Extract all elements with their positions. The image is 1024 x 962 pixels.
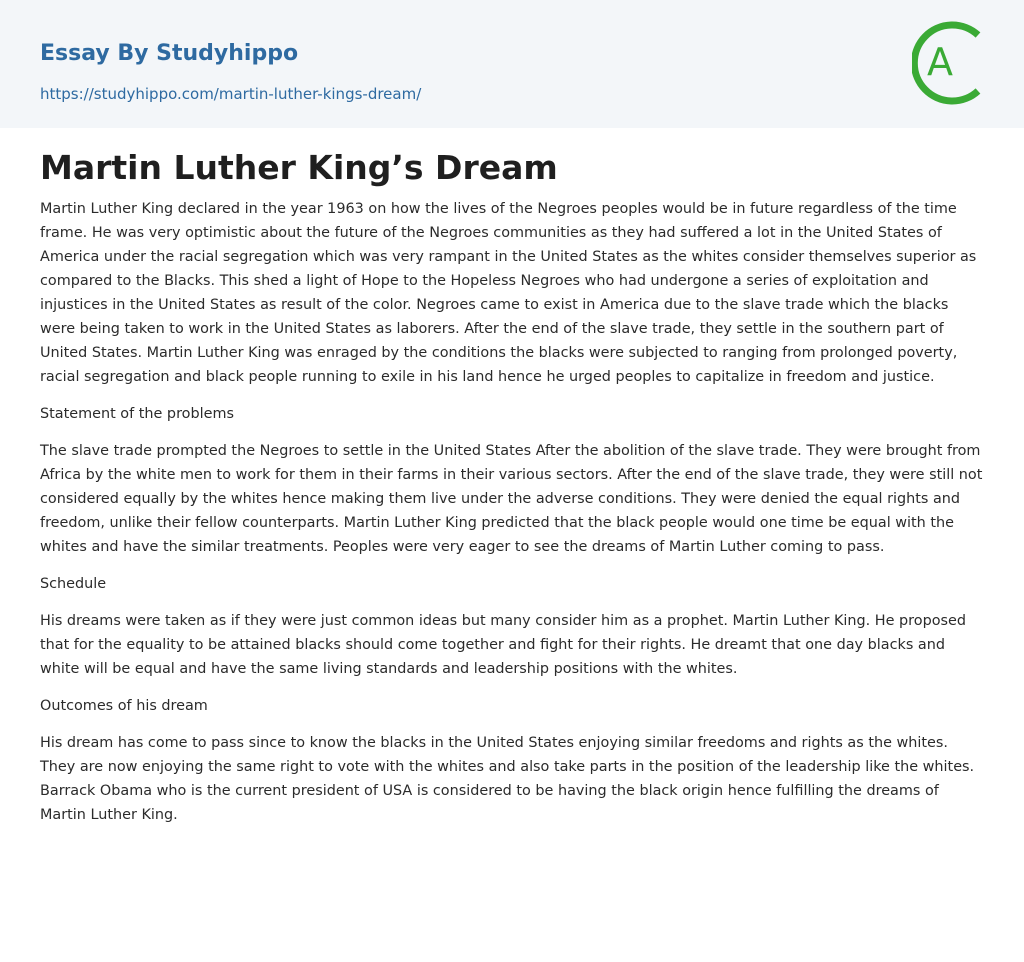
section-paragraph-schedule: His dreams were taken as if they were just common ideas but many consider him as a prophet. Martin Luther King. He proposed that for the equality to be attained blacks should come together and fight for their rights. He dreamt that one day blacks and white will be equal and have the same living standards and leadership positions with the whites. xyxy=(40,613,967,677)
section-heading-schedule: Schedule xyxy=(40,576,107,592)
essay-url-link[interactable]: https://studyhippo.com/martin-luther-kings-dream/ xyxy=(40,85,422,103)
essay-intro-paragraph: Martin Luther King declared in the year 1963 on how the lives of the Negroes peoples would be in future regardless of the time frame. He was very optimistic about the future of the Negroes communities as they had suffered a lot in the United States of America under the racial segregation which was very rampant in the United States as the whites consider themselves superior as compared to the Blacks. This shed a light of Hope to the Hopeless Negroes who had undergone a series of exploitation and injustices in the United States as result of the color. Negroes came to exist in America due to the slave trade which the blacks were being taken to work in the United States as laborers. After the end of the slave trade, they settle in the southern part of United States. Martin Luther King was enraged by the conditions the blacks were subjected to ranging from prolonged poverty, racial segregation and black people running to exile in his land hence he urged peoples to capitalize in freedom and justice. xyxy=(40,201,977,385)
section-heading-outcomes: Outcomes of his dream xyxy=(40,698,208,714)
site-brand[interactable]: Essay By Studyhippo xyxy=(40,41,299,66)
section-heading-problems: Statement of the problems xyxy=(40,406,234,422)
essay-content xyxy=(40,144,985,827)
section-paragraph-outcomes: His dream has come to pass since to know the blacks in the United States enjoying similar freedoms and rights as the whites. They are now enjoying the same right to vote with the whites and also take parts in the position of the leadership like the whites. Barrack Obama who is the current president of USA is considered to be having the black origin hence fulfilling the dreams of Martin Luther King. xyxy=(40,735,975,823)
section-paragraph-problems: The slave trade prompted the Negroes to settle in the United States After the abolition of the slave trade. They were brought from Africa by the white men to work for them in their farms in their various sectors. After the end of the slave trade, they were still not considered equally by the whites hence making them live under the adverse conditions. They were denied the equal rights and freedom, unlike their fellow counterparts. Martin Luther King predicted that the black people would one time be equal with the whites and have the similar treatments. Peoples were very eager to see the dreams of Martin Luther coming to pass. xyxy=(40,443,983,555)
essay-title: Martin Luther King’s Dream xyxy=(40,148,558,187)
studyhippo-logo-icon[interactable] xyxy=(912,19,988,107)
page-header xyxy=(0,0,1024,128)
logo-letter: A xyxy=(927,40,953,84)
